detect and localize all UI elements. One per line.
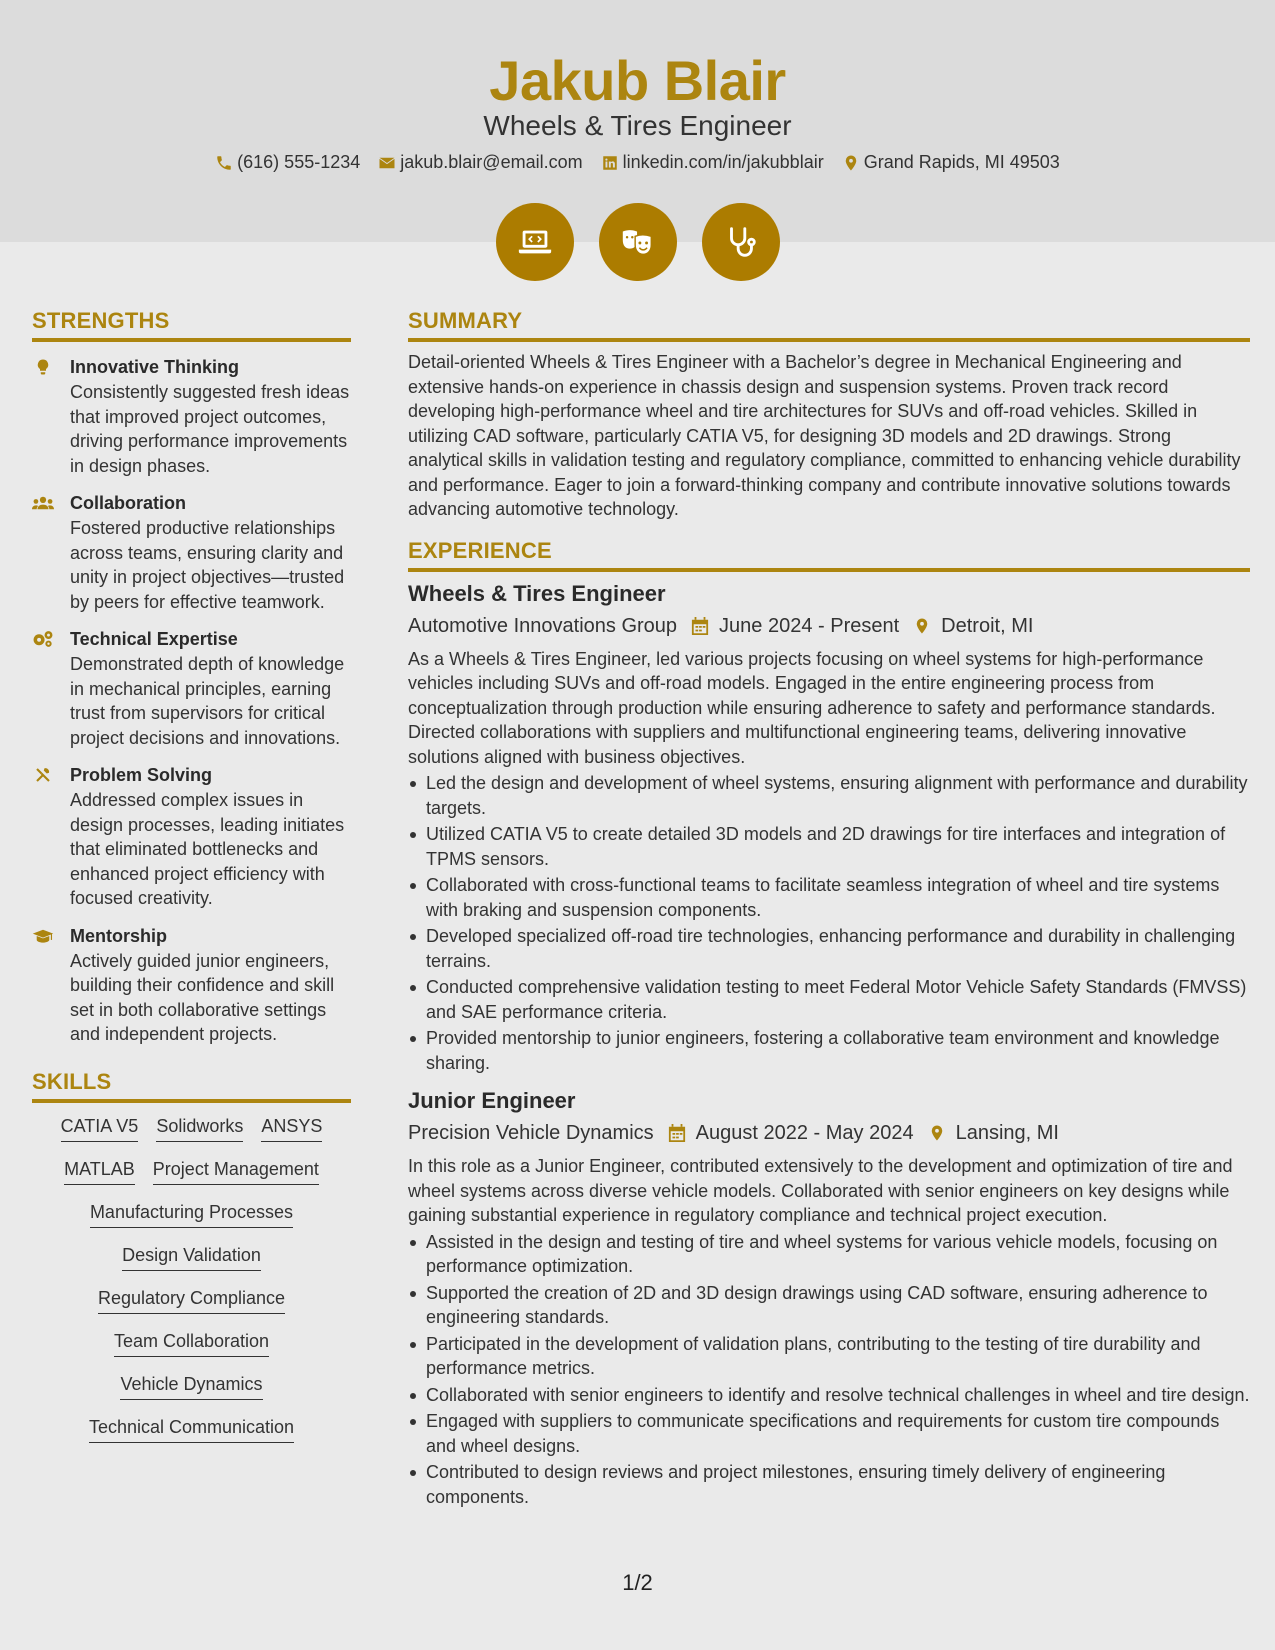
strength-item (32, 356, 351, 478)
job-bullet: Provided mentorship to junior engineers, fostering a collaborative team environment and knowledge sharing. (408, 1026, 1250, 1075)
location-text: Grand Rapids, MI 49503 (863, 152, 1060, 172)
job-bullet: Utilized CATIA V5 to create detailed 3D models and 2D drawings for tire interfaces and integration of TPMS sensors. (408, 822, 1250, 871)
linkedin-text: linkedin.com/in/jakubblair (622, 152, 824, 172)
badge-row (0, 203, 1275, 281)
job-meta (408, 1120, 1250, 1146)
job-company: Automotive Innovations Group (408, 614, 678, 637)
users-icon (32, 494, 54, 512)
strength-item (32, 628, 351, 750)
skill-tag: Design Validation (122, 1244, 261, 1271)
strength-text: Consistently suggested fresh ideas that improved project outcomes, driving performance improvements in design phases. (70, 382, 350, 476)
contact-bar (0, 152, 1275, 173)
strength-title: Technical Expertise (70, 629, 238, 649)
job-company: Precision Vehicle Dynamics (408, 1122, 654, 1144)
laptop-code-icon (516, 223, 554, 261)
job-bullet: Conducted comprehensive validation testing to meet Federal Motor Vehicle Safety Standards (FMVSS) and SAE performance criteria. (408, 975, 1250, 1024)
job-bullets (408, 771, 1250, 1075)
job-dates: June 2024 - Present (719, 614, 900, 637)
strength-title: Problem Solving (70, 765, 213, 785)
skill-tag: CATIA V5 (61, 1115, 139, 1142)
job-entry (408, 1087, 1250, 1509)
map-pin-icon (842, 154, 860, 172)
skills-list (32, 1115, 351, 1443)
summary-text: Detail-oriented Wheels & Tires Engineer with a Bachelor’s degree in Mechanical Engineering and extensive hands-on experience in chassis design and suspension systems. Proven track record developing high-performance wheel and tire architectures for SUVs and off-road vehicles. Skilled in utilizing CAD software, particularly CATIA V5, for designing 3D models and 2D drawings. Strong analytical skills in validation testing and regulatory compliance, committed to enhancing vehicle durability and performance. Eager to join a forward-thinking company and contribute innovative solutions towards advancing automotive technology. (408, 352, 1241, 519)
job-bullet: Led the design and development of wheel systems, ensuring alignment with performance and durability targets. (408, 771, 1250, 820)
email-text: jakub.blair@email.com (400, 152, 583, 172)
job-title: Junior Engineer (408, 1088, 576, 1113)
job-bullet: Assisted in the design and testing of tire and wheel systems for various vehicle models, focusing on performance optimization. (408, 1230, 1250, 1279)
linkedin-icon (601, 154, 619, 172)
strength-item (32, 492, 351, 614)
skill-tag: Vehicle Dynamics (120, 1373, 262, 1400)
job-meta (408, 613, 1250, 639)
skill-tag: Manufacturing Processes (90, 1201, 293, 1228)
strength-title: Collaboration (70, 493, 186, 513)
job-location: Detroit, MI (941, 614, 1034, 637)
phone-text: (616) 555-1234 (237, 152, 361, 172)
tools-icon (32, 766, 54, 784)
contact-location (842, 152, 1060, 173)
strength-title: Mentorship (70, 925, 167, 946)
strength-item (32, 925, 351, 1047)
skills-heading: SKILLS (32, 1069, 351, 1103)
job-bullet: Developed specialized off-road tire technologies, enhancing performance and durability in challenging terrains. (408, 924, 1250, 973)
page-number: 1/2 (622, 1570, 653, 1595)
map-pin-icon (928, 1123, 946, 1143)
stethoscope-icon (722, 223, 760, 261)
candidate-name: Jakub Blair (489, 49, 786, 112)
skill-tag: MATLAB (64, 1158, 135, 1185)
calendar-icon (668, 1123, 686, 1143)
job-description: As a Wheels & Tires Engineer, led various projects focusing on wheel systems for high-performance vehicles including SUVs and off-road models. Engaged in the entire engineering process from conceptualization through production while ensuring adherence to safety and performance standards. Directed collaborations with suppliers and multifunctional engineering teams, delivering innovative solutions aligned with business objectives. (408, 648, 1216, 767)
calendar-icon (691, 616, 709, 636)
summary-heading: SUMMARY (408, 308, 1250, 342)
skill-tag: Project Management (153, 1158, 319, 1185)
strengths-heading: STRENGTHS (32, 308, 351, 342)
job-bullet: Contributed to design reviews and project milestones, ensuring timely delivery of engineering components. (408, 1460, 1250, 1509)
strength-title: Innovative Thinking (70, 357, 240, 377)
skill-tag: Solidworks (156, 1115, 243, 1142)
job-bullet: Collaborated with senior engineers to identify and resolve technical challenges in wheel and tire design. (408, 1383, 1250, 1408)
job-bullet: Engaged with suppliers to communicate specifications and requirements for custom tire compounds and wheel designs. (408, 1409, 1250, 1458)
skill-tag: Technical Communication (89, 1416, 294, 1443)
job-entry (408, 580, 1250, 1076)
job-bullet: Participated in the development of validation plans, contributing to the testing of tire durability and performance metrics. (408, 1332, 1250, 1381)
right-column (408, 308, 1250, 1511)
contact-linkedin[interactable] (601, 152, 824, 173)
envelope-icon (378, 154, 396, 172)
skill-tag: Regulatory Compliance (98, 1287, 285, 1314)
badge-laptop (496, 203, 574, 281)
strength-text: Addressed complex issues in design processes, leading initiates that eliminated bottlenecks and enhanced project efficiency with focused creativity. (70, 790, 345, 908)
job-description: In this role as a Junior Engineer, contributed extensively to the development and optimization of tire and wheel systems across diverse vehicle models. Collaborated with senior engineers on key designs while gaining substantial experience in regulatory compliance and technical project execution. (408, 1156, 1233, 1225)
job-bullet: Supported the creation of 2D and 3D design drawings using CAD software, ensuring adherence to engineering standards. (408, 1281, 1250, 1330)
badge-stethoscope (702, 203, 780, 281)
badge-masks (599, 203, 677, 281)
graduation-cap-icon (32, 927, 54, 945)
experience-heading: EXPERIENCE (408, 538, 1250, 572)
skill-tag: Team Collaboration (114, 1330, 269, 1357)
theater-masks-icon (619, 223, 657, 261)
job-title: Wheels & Tires Engineer (408, 580, 666, 606)
skill-tag: ANSYS (261, 1115, 322, 1142)
lightbulb-icon (32, 358, 54, 376)
strength-text: Demonstrated depth of knowledge in mechanical principles, earning trust from supervisors for critical project decisions and innovations. (70, 654, 345, 748)
strength-text: Actively guided junior engineers, building their confidence and skill set in both collaborative settings and independent projects. (70, 950, 335, 1044)
job-location: Lansing, MI (955, 1122, 1059, 1144)
job-dates: August 2022 - May 2024 (695, 1122, 914, 1144)
left-column (32, 308, 351, 1443)
phone-icon (215, 154, 233, 172)
gears-icon (32, 630, 54, 648)
strength-item (32, 764, 351, 911)
job-bullets (408, 1230, 1250, 1510)
contact-email[interactable] (378, 152, 582, 173)
strength-text: Fostered productive relationships across teams, ensuring clarity and unity in project objectives—trusted by peers for effective teamwork. (70, 518, 345, 612)
candidate-role: Wheels & Tires Engineer (483, 110, 792, 141)
contact-phone[interactable] (215, 152, 360, 173)
job-bullet: Collaborated with cross-functional teams to facilitate seamless integration of wheel and tire systems with braking and suspension components. (408, 873, 1250, 922)
map-pin-icon (913, 616, 931, 636)
